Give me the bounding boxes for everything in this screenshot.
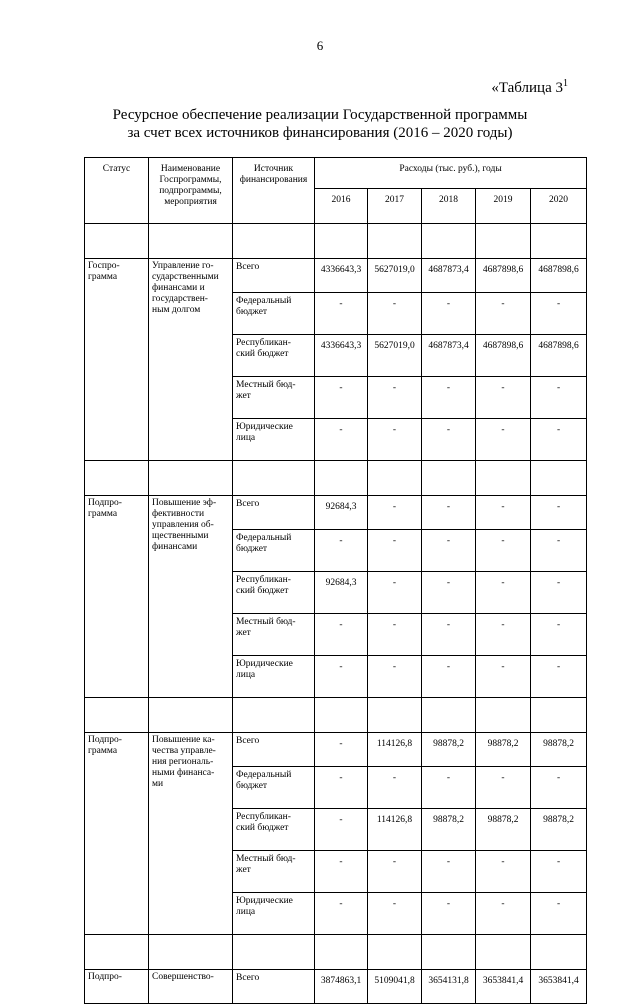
- spacer-cell: [315, 935, 368, 970]
- value-cell: -: [531, 419, 587, 461]
- spacer-cell: [149, 461, 233, 496]
- value-cell: -: [422, 614, 476, 656]
- value-cell: -: [476, 377, 531, 419]
- value-cell: -: [368, 851, 422, 893]
- value-cell: -: [476, 851, 531, 893]
- value-cell: 3653841,4: [531, 970, 587, 1004]
- value-cell: -: [368, 530, 422, 572]
- value-cell: -: [422, 851, 476, 893]
- title-line-2: за счет всех источников финансирования (2016 – 2020 годы): [127, 125, 513, 141]
- table-reference-text: «Таблица 3: [491, 80, 563, 96]
- value-cell: -: [368, 614, 422, 656]
- value-cell: 92684,3: [315, 572, 368, 614]
- value-cell: 5109041,8: [368, 970, 422, 1004]
- value-cell: -: [368, 656, 422, 698]
- value-cell: 4687873,4: [422, 335, 476, 377]
- value-cell: 98878,2: [476, 733, 531, 767]
- value-cell: -: [476, 530, 531, 572]
- spacer-cell: [149, 224, 233, 259]
- status-cell: Подпро- грамма: [85, 733, 149, 935]
- value-cell: -: [531, 767, 587, 809]
- source-cell: Федеральный бюджет: [233, 293, 315, 335]
- value-cell: -: [315, 893, 368, 935]
- table-reference: [491, 78, 568, 97]
- spacer-cell: [422, 461, 476, 496]
- page-number: 6: [316, 38, 324, 53]
- header-expenses: Расходы (тыс. руб.), годы: [315, 158, 587, 189]
- value-cell: 4687898,6: [476, 335, 531, 377]
- source-cell: Юридические лица: [233, 656, 315, 698]
- value-cell: -: [315, 809, 368, 851]
- value-cell: 5627019,0: [368, 259, 422, 293]
- spacer-cell: [531, 698, 587, 733]
- value-cell: -: [476, 572, 531, 614]
- header-row: [85, 158, 587, 189]
- value-cell: -: [476, 293, 531, 335]
- footnote-mark: 1: [563, 78, 568, 89]
- header-year: 2018: [422, 189, 476, 224]
- source-cell: Местный бюд- жет: [233, 614, 315, 656]
- source-cell: Всего: [233, 970, 315, 1004]
- value-cell: 3653841,4: [476, 970, 531, 1004]
- value-cell: 98878,2: [422, 733, 476, 767]
- spacer-cell: [315, 224, 368, 259]
- spacer-cell: [531, 935, 587, 970]
- header-source: Источник финансирования: [233, 158, 315, 224]
- source-cell: Федеральный бюджет: [233, 530, 315, 572]
- spacer-cell: [422, 224, 476, 259]
- header-year: 2016: [315, 189, 368, 224]
- spacer-cell: [476, 461, 531, 496]
- value-cell: -: [315, 851, 368, 893]
- status-cell: Подпро-: [85, 970, 149, 1004]
- source-cell: Всего: [233, 496, 315, 530]
- value-cell: -: [315, 419, 368, 461]
- value-cell: 98878,2: [531, 733, 587, 767]
- source-cell: Всего: [233, 733, 315, 767]
- value-cell: 114126,8: [368, 733, 422, 767]
- value-cell: -: [368, 377, 422, 419]
- spacer-cell: [85, 698, 149, 733]
- value-cell: -: [422, 293, 476, 335]
- value-cell: -: [422, 893, 476, 935]
- value-cell: -: [531, 293, 587, 335]
- value-cell: -: [422, 377, 476, 419]
- spacer-cell: [476, 224, 531, 259]
- value-cell: -: [422, 767, 476, 809]
- value-cell: -: [315, 293, 368, 335]
- value-cell: -: [531, 377, 587, 419]
- spacer-cell: [368, 224, 422, 259]
- value-cell: 92684,3: [315, 496, 368, 530]
- value-cell: 114126,8: [368, 809, 422, 851]
- spacer-cell: [233, 935, 315, 970]
- resource-table: [84, 157, 587, 1004]
- value-cell: -: [476, 656, 531, 698]
- source-cell: Местный бюд- жет: [233, 851, 315, 893]
- spacer-row: [85, 224, 587, 259]
- spacer-cell: [476, 698, 531, 733]
- source-cell: Республикан- ский бюджет: [233, 809, 315, 851]
- value-cell: 98878,2: [422, 809, 476, 851]
- status-cell: Госпро- грамма: [85, 259, 149, 461]
- spacer-cell: [368, 698, 422, 733]
- value-cell: -: [476, 893, 531, 935]
- spacer-cell: [476, 935, 531, 970]
- value-cell: -: [531, 614, 587, 656]
- value-cell: -: [422, 496, 476, 530]
- value-cell: 4687898,6: [476, 259, 531, 293]
- value-cell: 3654131,8: [422, 970, 476, 1004]
- header-year: 2020: [531, 189, 587, 224]
- value-cell: -: [531, 851, 587, 893]
- spacer-cell: [531, 461, 587, 496]
- value-cell: -: [368, 419, 422, 461]
- header-status: Статус: [85, 158, 149, 224]
- value-cell: -: [368, 893, 422, 935]
- spacer-cell: [368, 935, 422, 970]
- value-cell: -: [531, 893, 587, 935]
- value-cell: 98878,2: [531, 809, 587, 851]
- spacer-cell: [233, 698, 315, 733]
- document-title: [0, 106, 640, 142]
- spacer-cell: [233, 224, 315, 259]
- spacer-row: [85, 461, 587, 496]
- header-year: 2019: [476, 189, 531, 224]
- value-cell: 98878,2: [476, 809, 531, 851]
- value-cell: -: [531, 496, 587, 530]
- spacer-cell: [85, 935, 149, 970]
- source-cell: Юридические лица: [233, 419, 315, 461]
- value-cell: -: [422, 419, 476, 461]
- value-cell: -: [422, 656, 476, 698]
- value-cell: 4336643,3: [315, 335, 368, 377]
- value-cell: -: [368, 767, 422, 809]
- spacer-cell: [85, 224, 149, 259]
- spacer-row: [85, 698, 587, 733]
- table-body: [85, 224, 587, 1004]
- source-cell: Республикан- ский бюджет: [233, 572, 315, 614]
- value-cell: -: [315, 614, 368, 656]
- spacer-cell: [149, 698, 233, 733]
- table-row: [85, 259, 587, 293]
- value-cell: -: [476, 614, 531, 656]
- value-cell: -: [476, 419, 531, 461]
- name-cell: Повышение эф- фективности управления об- щественными финансами: [149, 496, 233, 698]
- value-cell: -: [368, 572, 422, 614]
- spacer-cell: [315, 461, 368, 496]
- source-cell: Федеральный бюджет: [233, 767, 315, 809]
- header-name: Наименование Госпрограммы, подпрограммы, мероприятия: [149, 158, 233, 224]
- value-cell: 4687898,6: [531, 259, 587, 293]
- spacer-cell: [368, 461, 422, 496]
- source-cell: Всего: [233, 259, 315, 293]
- spacer-cell: [422, 698, 476, 733]
- value-cell: 5627019,0: [368, 335, 422, 377]
- source-cell: Юридические лица: [233, 893, 315, 935]
- spacer-row: [85, 935, 587, 970]
- value-cell: -: [531, 656, 587, 698]
- title-line-1: Ресурсное обеспечение реализации Государственной программы: [112, 107, 528, 123]
- value-cell: -: [422, 572, 476, 614]
- value-cell: -: [315, 767, 368, 809]
- spacer-cell: [531, 224, 587, 259]
- value-cell: -: [315, 377, 368, 419]
- value-cell: -: [422, 530, 476, 572]
- spacer-cell: [149, 935, 233, 970]
- header-year: 2017: [368, 189, 422, 224]
- table-row: [85, 496, 587, 530]
- spacer-cell: [85, 461, 149, 496]
- value-cell: 4336643,3: [315, 259, 368, 293]
- table-row: [85, 970, 587, 1004]
- spacer-cell: [422, 935, 476, 970]
- value-cell: -: [315, 733, 368, 767]
- source-cell: Местный бюд- жет: [233, 377, 315, 419]
- spacer-cell: [233, 461, 315, 496]
- value-cell: -: [531, 572, 587, 614]
- source-cell: Республикан- ский бюджет: [233, 335, 315, 377]
- table-row: [85, 733, 587, 767]
- name-cell: Управление го- сударственными финансами и государствен- ным долгом: [149, 259, 233, 461]
- value-cell: -: [368, 293, 422, 335]
- status-cell: Подпро- грамма: [85, 496, 149, 698]
- value-cell: -: [476, 767, 531, 809]
- value-cell: -: [315, 656, 368, 698]
- name-cell: Совершенство-: [149, 970, 233, 1004]
- value-cell: -: [368, 496, 422, 530]
- value-cell: 4687873,4: [422, 259, 476, 293]
- value-cell: 4687898,6: [531, 335, 587, 377]
- spacer-cell: [315, 698, 368, 733]
- value-cell: -: [476, 496, 531, 530]
- value-cell: -: [315, 530, 368, 572]
- name-cell: Повышение ка- чества управле- ния региональ- ными финанса- ми: [149, 733, 233, 935]
- value-cell: 3874863,1: [315, 970, 368, 1004]
- value-cell: -: [531, 530, 587, 572]
